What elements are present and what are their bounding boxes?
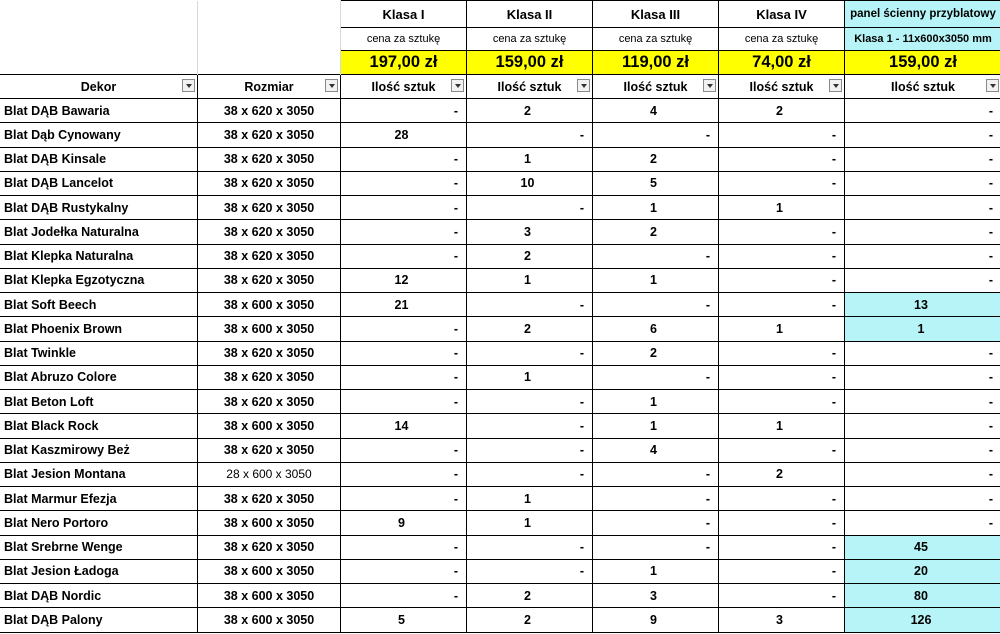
cell-qty-class-1[interactable]: - bbox=[341, 147, 467, 171]
column-header-label: Ilość sztuk bbox=[749, 79, 814, 94]
cell-qty-panel[interactable]: 80 bbox=[845, 584, 1000, 608]
cell-qty-panel[interactable]: - bbox=[845, 99, 1000, 123]
class-4-price: 74,00 zł bbox=[719, 51, 845, 75]
column-header-dekor bbox=[0, 75, 198, 99]
cell-qty-class-1[interactable]: - bbox=[341, 341, 467, 365]
cell-qty-class-1[interactable]: - bbox=[341, 171, 467, 195]
panel-price: 159,00 zł bbox=[845, 51, 1000, 75]
class-3-price: 119,00 zł bbox=[593, 51, 719, 75]
column-header-qty-class-1 bbox=[341, 75, 467, 99]
cell-qty-panel[interactable]: - bbox=[845, 244, 1000, 268]
table-row bbox=[0, 535, 1000, 559]
table-row bbox=[0, 390, 1000, 414]
cell-qty-class-4[interactable]: - bbox=[719, 171, 845, 195]
table-row bbox=[0, 196, 1000, 220]
table-row bbox=[0, 293, 1000, 317]
cell-qty-class-4[interactable]: - bbox=[719, 487, 845, 511]
cell-qty-class-3[interactable]: 6 bbox=[593, 317, 719, 341]
cell-qty-class-1[interactable]: 5 bbox=[341, 608, 467, 632]
cell-qty-class-4[interactable]: 1 bbox=[719, 317, 845, 341]
cell-rozmiar[interactable]: 38 x 600 x 3050 bbox=[198, 559, 341, 583]
cell-rozmiar[interactable]: 38 x 620 x 3050 bbox=[198, 244, 341, 268]
cell-rozmiar[interactable]: 38 x 620 x 3050 bbox=[198, 171, 341, 195]
cell-qty-panel[interactable]: - bbox=[845, 390, 1000, 414]
cell-qty-class-2[interactable]: 3 bbox=[467, 220, 593, 244]
column-header-label: Rozmiar bbox=[244, 79, 294, 94]
cell-qty-class-4[interactable]: 1 bbox=[719, 196, 845, 220]
column-header-rozmiar bbox=[198, 75, 341, 99]
cell-qty-class-1[interactable]: 28 bbox=[341, 123, 467, 147]
cell-qty-class-2[interactable]: - bbox=[467, 196, 593, 220]
cell-qty-panel[interactable]: 1 bbox=[845, 317, 1000, 341]
cell-rozmiar[interactable]: 38 x 620 x 3050 bbox=[198, 487, 341, 511]
cell-qty-class-4[interactable]: 2 bbox=[719, 99, 845, 123]
cell-qty-class-3[interactable]: 1 bbox=[593, 559, 719, 583]
cell-qty-class-2[interactable]: 1 bbox=[467, 268, 593, 292]
cell-qty-panel[interactable]: - bbox=[845, 147, 1000, 171]
cell-qty-class-3[interactable]: - bbox=[593, 487, 719, 511]
cell-rozmiar[interactable]: 38 x 600 x 3050 bbox=[198, 608, 341, 632]
panel-subtitle: Klasa 1 - 11x600x3050 mm bbox=[845, 28, 1000, 51]
cell-qty-class-1[interactable]: - bbox=[341, 559, 467, 583]
table-row bbox=[0, 584, 1000, 608]
cell-qty-class-3[interactable]: 1 bbox=[593, 196, 719, 220]
cell-qty-panel[interactable]: 45 bbox=[845, 535, 1000, 559]
filter-dropdown-icon[interactable] bbox=[703, 79, 716, 92]
cell-qty-class-1[interactable]: - bbox=[341, 487, 467, 511]
cell-qty-class-3[interactable]: - bbox=[593, 365, 719, 389]
cell-dekor[interactable]: Blat Jesion Ładoga bbox=[0, 559, 198, 583]
cell-rozmiar[interactable]: 38 x 600 x 3050 bbox=[198, 317, 341, 341]
cell-qty-panel[interactable]: - bbox=[845, 462, 1000, 486]
cell-qty-class-2[interactable]: 2 bbox=[467, 99, 593, 123]
cell-qty-class-1[interactable]: - bbox=[341, 317, 467, 341]
cell-qty-class-2[interactable]: - bbox=[467, 341, 593, 365]
cell-rozmiar[interactable]: 28 x 600 x 3050 bbox=[198, 462, 341, 486]
table-row bbox=[0, 511, 1000, 535]
cell-qty-class-4[interactable]: - bbox=[719, 559, 845, 583]
cell-qty-class-3[interactable]: - bbox=[593, 123, 719, 147]
table-row bbox=[0, 244, 1000, 268]
table-row bbox=[0, 99, 1000, 123]
cell-qty-class-4[interactable]: 3 bbox=[719, 608, 845, 632]
cell-qty-class-1[interactable]: 12 bbox=[341, 268, 467, 292]
cell-qty-class-4[interactable]: 2 bbox=[719, 462, 845, 486]
cell-dekor[interactable]: Blat Twinkle bbox=[0, 341, 198, 365]
cell-qty-panel[interactable]: - bbox=[845, 220, 1000, 244]
panel-name: panel ścienny przyblatowy bbox=[845, 1, 1000, 28]
cell-qty-class-2[interactable]: 10 bbox=[467, 171, 593, 195]
class-4-name: Klasa IV bbox=[719, 1, 845, 28]
cell-qty-class-2[interactable]: 1 bbox=[467, 487, 593, 511]
cell-qty-class-2[interactable]: - bbox=[467, 438, 593, 462]
cell-qty-class-2[interactable]: - bbox=[467, 414, 593, 438]
cell-dekor[interactable]: Blat Black Rock bbox=[0, 414, 198, 438]
cell-dekor[interactable]: Blat Klepka Naturalna bbox=[0, 244, 198, 268]
table-row bbox=[0, 317, 1000, 341]
cell-qty-panel[interactable]: - bbox=[845, 414, 1000, 438]
cell-rozmiar[interactable]: 38 x 600 x 3050 bbox=[198, 293, 341, 317]
cell-qty-class-1[interactable]: 9 bbox=[341, 511, 467, 535]
cell-qty-class-2[interactable]: 1 bbox=[467, 511, 593, 535]
cell-qty-class-3[interactable]: - bbox=[593, 535, 719, 559]
table-row bbox=[0, 341, 1000, 365]
table-row bbox=[0, 171, 1000, 195]
cell-qty-class-4[interactable]: - bbox=[719, 268, 845, 292]
filter-dropdown-icon[interactable] bbox=[577, 79, 590, 92]
column-header-qty-class-3 bbox=[593, 75, 719, 99]
class-2-price: 159,00 zł bbox=[467, 51, 593, 75]
column-header-row bbox=[0, 75, 1000, 99]
cell-qty-class-1[interactable]: - bbox=[341, 584, 467, 608]
column-header-label: Ilość sztuk bbox=[371, 79, 436, 94]
cell-qty-class-3[interactable]: 5 bbox=[593, 171, 719, 195]
cell-dekor[interactable]: Blat Soft Beech bbox=[0, 293, 198, 317]
blank-cell bbox=[0, 28, 198, 51]
cell-qty-class-3[interactable]: 1 bbox=[593, 390, 719, 414]
cell-qty-class-4[interactable]: - bbox=[719, 535, 845, 559]
class-3-name: Klasa III bbox=[593, 1, 719, 28]
class-3-subtitle: cena za sztukę bbox=[593, 28, 719, 51]
blank-cell bbox=[0, 1, 198, 28]
cell-qty-class-2[interactable]: 2 bbox=[467, 244, 593, 268]
cell-qty-class-3[interactable]: - bbox=[593, 293, 719, 317]
cell-qty-class-3[interactable]: 4 bbox=[593, 438, 719, 462]
cell-dekor[interactable]: Blat Jodełka Naturalna bbox=[0, 220, 198, 244]
cell-qty-panel[interactable]: - bbox=[845, 268, 1000, 292]
column-header-qty-class-4 bbox=[719, 75, 845, 99]
cell-qty-class-3[interactable]: 1 bbox=[593, 268, 719, 292]
table-row bbox=[0, 559, 1000, 583]
column-header-label: Ilość sztuk bbox=[497, 79, 562, 94]
filter-dropdown-icon[interactable] bbox=[451, 79, 464, 92]
cell-rozmiar[interactable]: 38 x 620 x 3050 bbox=[198, 196, 341, 220]
cell-qty-class-4[interactable]: - bbox=[719, 123, 845, 147]
cell-qty-panel[interactable]: - bbox=[845, 487, 1000, 511]
cell-dekor[interactable]: Blat Nero Portoro bbox=[0, 511, 198, 535]
table-row bbox=[0, 220, 1000, 244]
filter-dropdown-icon[interactable] bbox=[986, 79, 999, 92]
cell-dekor[interactable]: Blat Dąb Cynowany bbox=[0, 123, 198, 147]
cell-qty-panel[interactable]: - bbox=[845, 438, 1000, 462]
cell-qty-class-4[interactable]: 1 bbox=[719, 414, 845, 438]
cell-dekor[interactable]: Blat DĄB Palony bbox=[0, 608, 198, 632]
cell-qty-class-1[interactable]: - bbox=[341, 220, 467, 244]
header-row-prices bbox=[0, 51, 1000, 75]
cell-qty-panel[interactable]: - bbox=[845, 171, 1000, 195]
cell-qty-class-4[interactable]: - bbox=[719, 365, 845, 389]
table-row bbox=[0, 438, 1000, 462]
table-row bbox=[0, 608, 1000, 632]
cell-qty-class-4[interactable]: - bbox=[719, 511, 845, 535]
filter-dropdown-icon[interactable] bbox=[325, 79, 338, 92]
cell-qty-class-2[interactable]: - bbox=[467, 559, 593, 583]
blank-cell bbox=[198, 1, 341, 28]
cell-rozmiar[interactable]: 38 x 620 x 3050 bbox=[198, 365, 341, 389]
cell-qty-class-2[interactable]: - bbox=[467, 123, 593, 147]
cell-qty-class-3[interactable]: 9 bbox=[593, 608, 719, 632]
cell-qty-class-3[interactable]: 2 bbox=[593, 341, 719, 365]
cell-qty-class-4[interactable]: - bbox=[719, 438, 845, 462]
cell-qty-class-2[interactable]: 1 bbox=[467, 147, 593, 171]
cell-qty-class-2[interactable]: - bbox=[467, 462, 593, 486]
blank-cell bbox=[0, 51, 198, 75]
cell-qty-class-1[interactable]: - bbox=[341, 99, 467, 123]
class-2-name: Klasa II bbox=[467, 1, 593, 28]
table-row bbox=[0, 487, 1000, 511]
table-row bbox=[0, 268, 1000, 292]
cell-qty-class-2[interactable]: - bbox=[467, 535, 593, 559]
table-row bbox=[0, 365, 1000, 389]
filter-dropdown-icon[interactable] bbox=[829, 79, 842, 92]
cell-qty-panel[interactable]: - bbox=[845, 511, 1000, 535]
cell-qty-class-4[interactable]: - bbox=[719, 244, 845, 268]
cell-qty-class-1[interactable]: - bbox=[341, 535, 467, 559]
cell-rozmiar[interactable]: 38 x 600 x 3050 bbox=[198, 584, 341, 608]
cell-rozmiar[interactable]: 38 x 620 x 3050 bbox=[198, 535, 341, 559]
cell-qty-class-1[interactable]: 14 bbox=[341, 414, 467, 438]
cell-rozmiar[interactable]: 38 x 600 x 3050 bbox=[198, 414, 341, 438]
cell-rozmiar[interactable]: 38 x 600 x 3050 bbox=[198, 511, 341, 535]
column-header-qty-class-2 bbox=[467, 75, 593, 99]
cell-rozmiar[interactable]: 38 x 620 x 3050 bbox=[198, 220, 341, 244]
cell-qty-panel[interactable]: - bbox=[845, 341, 1000, 365]
cell-dekor[interactable]: Blat Abruzo Colore bbox=[0, 365, 198, 389]
table-row bbox=[0, 462, 1000, 486]
cell-qty-class-1[interactable]: - bbox=[341, 390, 467, 414]
filter-dropdown-icon[interactable] bbox=[182, 79, 195, 92]
cell-qty-class-2[interactable]: 2 bbox=[467, 608, 593, 632]
cell-dekor[interactable]: Blat Srebrne Wenge bbox=[0, 535, 198, 559]
cell-qty-class-4[interactable]: - bbox=[719, 147, 845, 171]
class-1-subtitle: cena za sztukę bbox=[341, 28, 467, 51]
cell-qty-panel[interactable]: 13 bbox=[845, 293, 1000, 317]
cell-dekor[interactable]: Blat Jesion Montana bbox=[0, 462, 198, 486]
cell-dekor[interactable]: Blat DĄB Rustykalny bbox=[0, 196, 198, 220]
blank-cell bbox=[198, 51, 341, 75]
cell-qty-class-3[interactable]: - bbox=[593, 244, 719, 268]
column-header-label: Ilość sztuk bbox=[623, 79, 688, 94]
column-header-qty-panel bbox=[845, 75, 1000, 99]
cell-dekor[interactable]: Blat DĄB Lancelot bbox=[0, 171, 198, 195]
cell-dekor[interactable]: Blat Phoenix Brown bbox=[0, 317, 198, 341]
cell-qty-class-3[interactable]: 2 bbox=[593, 220, 719, 244]
cell-dekor[interactable]: Blat DĄB Nordic bbox=[0, 584, 198, 608]
cell-qty-class-1[interactable]: - bbox=[341, 196, 467, 220]
cell-qty-class-1[interactable]: - bbox=[341, 438, 467, 462]
cell-qty-class-2[interactable]: 2 bbox=[467, 317, 593, 341]
cell-qty-class-2[interactable]: - bbox=[467, 293, 593, 317]
cell-qty-class-4[interactable]: - bbox=[719, 220, 845, 244]
cell-rozmiar[interactable]: 38 x 620 x 3050 bbox=[198, 341, 341, 365]
cell-rozmiar[interactable]: 38 x 620 x 3050 bbox=[198, 99, 341, 123]
cell-qty-class-2[interactable]: - bbox=[467, 390, 593, 414]
cell-rozmiar[interactable]: 38 x 620 x 3050 bbox=[198, 390, 341, 414]
cell-qty-class-4[interactable]: - bbox=[719, 293, 845, 317]
cell-qty-class-1[interactable]: - bbox=[341, 365, 467, 389]
table-row bbox=[0, 414, 1000, 438]
cell-qty-class-1[interactable]: - bbox=[341, 244, 467, 268]
cell-qty-class-4[interactable]: - bbox=[719, 390, 845, 414]
cell-qty-class-3[interactable]: - bbox=[593, 462, 719, 486]
cell-qty-class-3[interactable]: 1 bbox=[593, 414, 719, 438]
cell-dekor[interactable]: Blat Marmur Efezja bbox=[0, 487, 198, 511]
class-1-name: Klasa I bbox=[341, 1, 467, 28]
cell-rozmiar[interactable]: 38 x 620 x 3050 bbox=[198, 438, 341, 462]
cell-qty-class-4[interactable]: - bbox=[719, 584, 845, 608]
table-row bbox=[0, 123, 1000, 147]
cell-qty-class-3[interactable]: 3 bbox=[593, 584, 719, 608]
cell-dekor[interactable]: Blat Klepka Egzotyczna bbox=[0, 268, 198, 292]
cell-qty-class-3[interactable]: 4 bbox=[593, 99, 719, 123]
cell-rozmiar[interactable]: 38 x 620 x 3050 bbox=[198, 147, 341, 171]
cell-qty-class-3[interactable]: - bbox=[593, 511, 719, 535]
cell-qty-panel[interactable]: 126 bbox=[845, 608, 1000, 632]
cell-qty-class-1[interactable]: 21 bbox=[341, 293, 467, 317]
cell-dekor[interactable]: Blat DĄB Bawaria bbox=[0, 99, 198, 123]
cell-dekor[interactable]: Blat DĄB Kinsale bbox=[0, 147, 198, 171]
cell-dekor[interactable]: Blat Beton Loft bbox=[0, 390, 198, 414]
header-row-class-names bbox=[0, 1, 1000, 28]
cell-qty-class-3[interactable]: 2 bbox=[593, 147, 719, 171]
cell-rozmiar[interactable]: 38 x 620 x 3050 bbox=[198, 268, 341, 292]
cell-qty-panel[interactable]: 20 bbox=[845, 559, 1000, 583]
table-row bbox=[0, 147, 1000, 171]
column-header-label: Dekor bbox=[80, 79, 117, 94]
blank-cell bbox=[198, 28, 341, 51]
header-row-subtitles bbox=[0, 28, 1000, 51]
cell-qty-class-2[interactable]: 2 bbox=[467, 584, 593, 608]
class-2-subtitle: cena za sztukę bbox=[467, 28, 593, 51]
cell-qty-class-2[interactable]: 1 bbox=[467, 365, 593, 389]
cell-qty-class-4[interactable]: - bbox=[719, 341, 845, 365]
cell-qty-panel[interactable]: - bbox=[845, 196, 1000, 220]
cell-dekor[interactable]: Blat Kaszmirowy Beż bbox=[0, 438, 198, 462]
class-1-price: 197,00 zł bbox=[341, 51, 467, 75]
cell-qty-panel[interactable]: - bbox=[845, 365, 1000, 389]
column-header-label: Ilość sztuk bbox=[891, 79, 955, 94]
cell-rozmiar[interactable]: 38 x 620 x 3050 bbox=[198, 123, 341, 147]
class-4-subtitle: cena za sztukę bbox=[719, 28, 845, 51]
cell-qty-class-1[interactable]: - bbox=[341, 462, 467, 486]
cell-qty-panel[interactable]: - bbox=[845, 123, 1000, 147]
